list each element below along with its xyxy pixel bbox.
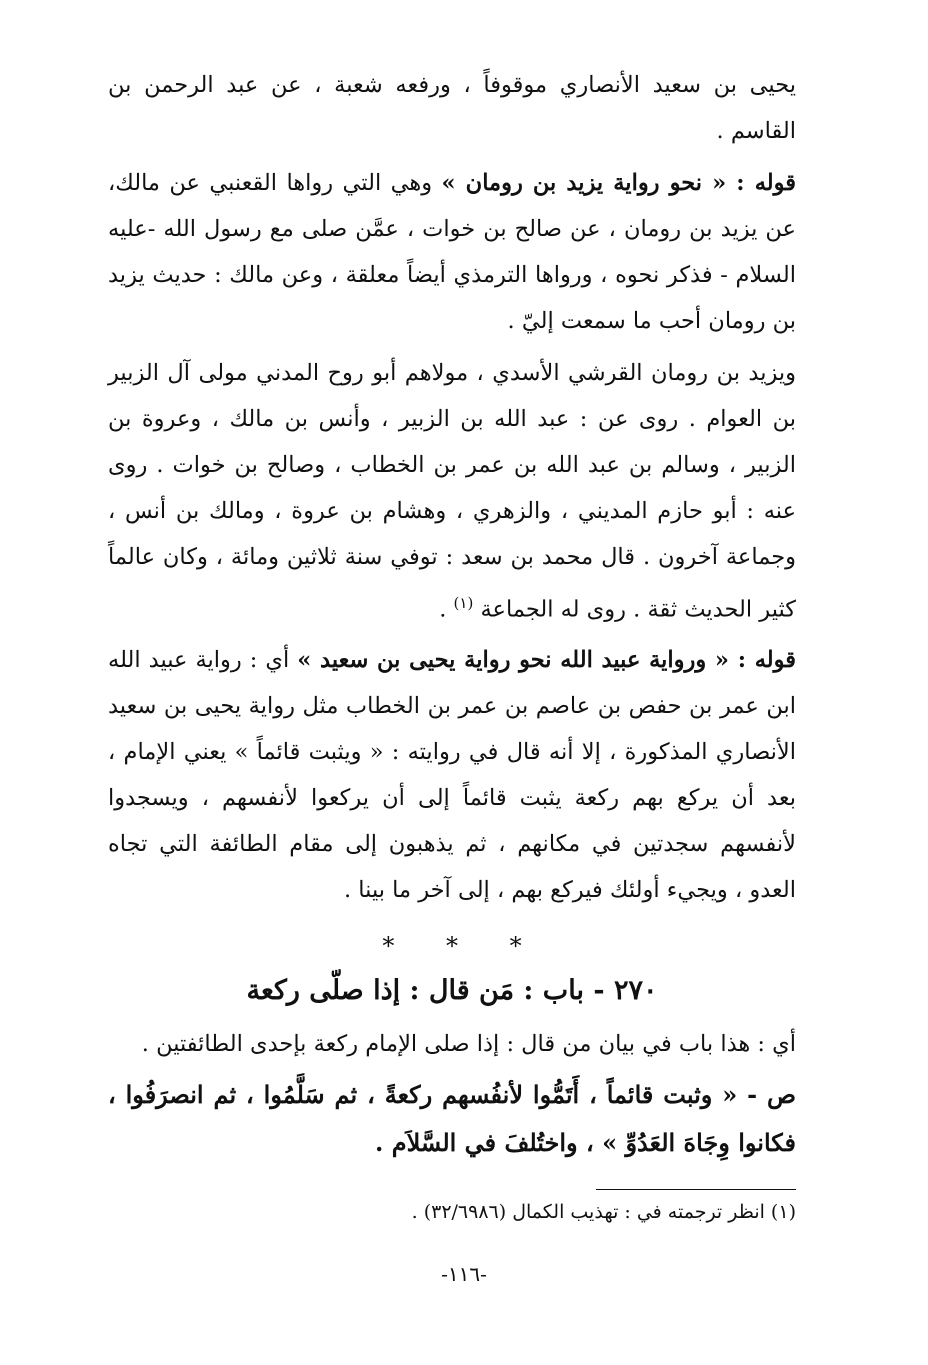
paragraph-text: وهي التي رواها القعنبي عن مالك، عن يزيد بن رومان ، عن صالح بن خوات ، عمَّن صلى مع رسول الله -عليه السلام - فذكر نحوه ، ورواها الترمذي أيضاً معلقة ، وعن مالك : حديث يزيد بن رومان أحب ما سمعت إليّ . [108, 170, 796, 334]
paragraph-continuation [108, 62, 796, 154]
chapter-intro: أي : هذا باب في بيان من قال : إذا صلى الإمام ركعة بإحدى الطائفتين . [141, 1030, 796, 1057]
paragraph-lead: قوله : « نحو رواية يزيد بن رومان » [441, 170, 796, 196]
paragraph-yazid-biography [108, 350, 796, 633]
paragraph-end: . [439, 596, 454, 623]
paragraph-text: أي : رواية عبيد الله ابن عمر بن حفص بن عاصم بن عمر بن الخطاب مثل رواية يحيى بن سعيد الأنصاري المذكورة ، إلا أنه قال في روايته : « ويثبت قائماً » يعني الإمام ، بعد أن يركع بهم ركعة يثبت قائماً إلى أن يركعوا لأنفسهم ، ويسجدوا لأنفسهم سجدتين في مكانهم ، ثم يذهبون إلى مقام الطائفة التي تجاه العدو ، ويجيء أولئك فيركع بهم ، إلى آخر ما بينا . [108, 646, 796, 903]
paragraph-yazid-narration [108, 160, 796, 344]
section-separator [108, 931, 796, 961]
separator-star: * [446, 931, 458, 960]
hadith-text: ص - « وثبت قائماً ، أَتَمُّوا لأنفُسهم ركعةً ، ثم سَلَّمُوا ، ثم انصرَفُوا ، فكانوا وِجَاهَ العَدُوِّ » ، واختُلفَ في السَّلاَم . [108, 1079, 796, 1157]
paragraph-lead: قوله : « ورواية عبيد الله نحو رواية يحيى بن سعيد » [297, 646, 796, 673]
footnote-reference: (١) [453, 594, 474, 612]
paragraph-text: يحيى بن سعيد الأنصاري موقوفاً ، ورفعه شعبة ، عن عبد الرحمن بن القاسم . [108, 72, 796, 144]
separator-star: * [382, 931, 395, 960]
footnote: (١) انظر ترجمته في : تهذيب الكمال (٣٢/٦٩٨٦) . [411, 1200, 796, 1223]
paragraph-text: ويزيد بن رومان القرشي الأسدي ، مولاهم أبو روح المدني مولى آل الزبير بن العوام . روى عن : عبد الله بن الزبير ، وأنس بن مالك ، وعروة بن الزبير ، وسالم بن عبد الله بن عمر بن الخطاب ، وصالح بن خوات . روى عنه : أبو حازم المديني ، والزهري ، وهشام بن عروة ، ومالك بن أنس ، وجماعة آخرون . قال محمد بن سعد : توفي سنة ثلاثين ومائة ، وكان عالماً كثير الحديث ثقة . روى له الجماعة [108, 360, 796, 623]
page-number: -١١٦- [441, 1262, 487, 1286]
separator-star: * [509, 931, 522, 960]
paragraph-ubaidullah-narration [108, 637, 796, 913]
chapter-title: ٢٧٠ - باب : مَن قال : إذا صلّى ركعة [246, 974, 658, 1006]
footnote-divider [596, 1189, 796, 1190]
